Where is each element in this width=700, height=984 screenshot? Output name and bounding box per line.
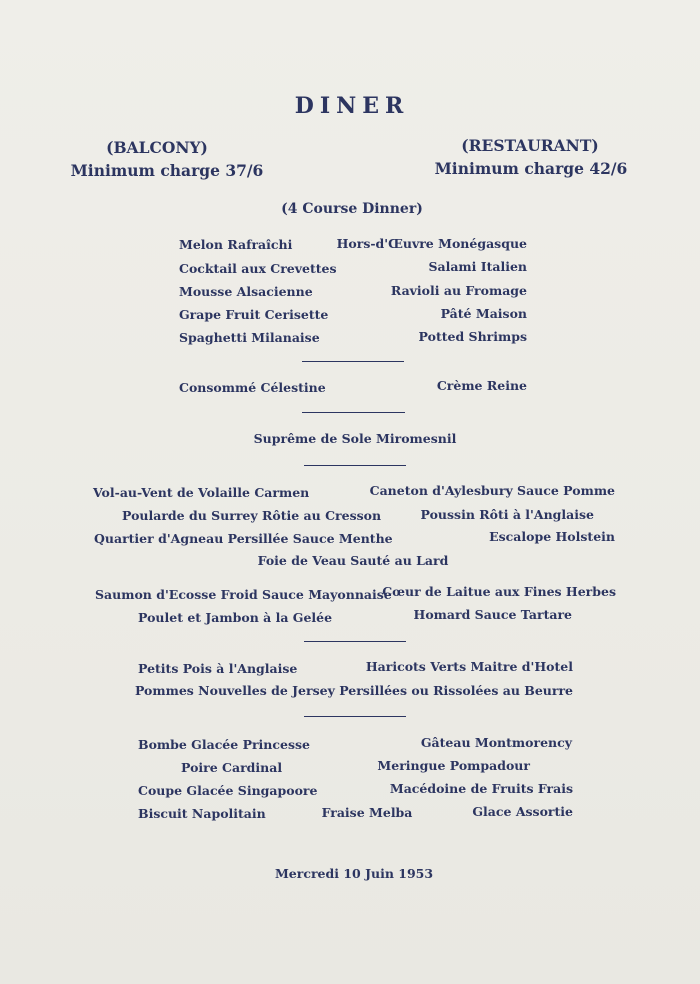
cold-item: Saumon d'Ecosse Froid Sauce Mayonnaise	[95, 587, 392, 602]
dessert-item: Meringue Pompadour	[377, 758, 530, 773]
starter-item: Mousse Alsacienne	[179, 284, 313, 299]
section-divider	[304, 641, 406, 642]
main-item: Quartier d'Agneau Persillée Sauce Menthe	[94, 531, 393, 546]
dessert-item: Bombe Glacée Princesse	[138, 737, 310, 752]
starter-item: Grape Fruit Cerisette	[179, 307, 329, 322]
starter-item: Pâté Maison	[440, 306, 527, 321]
cold-item: Poulet et Jambon à la Gelée	[138, 610, 333, 625]
starter-item: Ravioli au Fromage	[390, 283, 527, 298]
cold-item: Homard Sauce Tartare	[413, 607, 572, 622]
fish-item: Suprême de Sole Miromesnil	[253, 431, 457, 446]
section-divider	[304, 465, 406, 466]
menu-title: DINER	[294, 93, 410, 119]
balcony-label: (BALCONY)	[106, 138, 208, 157]
main-item: Vol-au-Vent de Volaille Carmen	[93, 485, 310, 500]
main-item: Poularde du Surrey Rôtie au Cresson	[122, 508, 382, 523]
cold-item: Cœur de Laitue aux Fines Herbes	[382, 584, 616, 599]
starter-item: Hors-d'Œuvre Monégasque	[336, 236, 527, 251]
dessert-item: Biscuit Napolitain	[138, 806, 266, 821]
restaurant-label: (RESTAURANT)	[461, 136, 599, 155]
starter-item: Salami Italien	[428, 259, 527, 274]
soup-item: Consommé Célestine	[179, 380, 326, 395]
dessert-item: Coupe Glacée Singapoore	[138, 783, 318, 798]
dessert-item: Fraise Melba	[321, 805, 413, 820]
section-divider	[302, 412, 405, 413]
starter-item: Cocktail aux Crevettes	[179, 261, 337, 276]
course-note: (4 Course Dinner)	[281, 201, 423, 217]
vegetable-item: Haricots Verts Maitre d'Hotel	[365, 659, 573, 674]
main-item: Caneton d'Aylesbury Sauce Pomme	[369, 483, 615, 498]
dessert-item: Gâteau Montmorency	[420, 735, 572, 750]
soup-item: Crème Reine	[436, 378, 527, 393]
vegetable-item: Pommes Nouvelles de Jersey Persillées ou Rissolées au Beurre	[134, 683, 574, 698]
dessert-item: Macédoine de Fruits Frais	[389, 781, 573, 796]
vegetable-item: Petits Pois à l'Anglaise	[138, 661, 298, 676]
section-divider	[304, 716, 406, 717]
section-divider	[302, 361, 404, 362]
starter-item: Melon Rafraîchi	[179, 237, 293, 252]
main-item: Foie de Veau Sauté au Lard	[257, 553, 449, 568]
restaurant-charge: Minimum charge 42/6	[434, 159, 628, 178]
starter-item: Spaghetti Milanaise	[179, 330, 320, 345]
starter-item: Potted Shrimps	[418, 329, 527, 344]
main-item: Poussin Rôti à l'Anglaise	[420, 507, 594, 522]
balcony-charge: Minimum charge 37/6	[70, 161, 264, 180]
dessert-item: Poire Cardinal	[181, 760, 283, 775]
dessert-item: Glace Assortie	[472, 804, 573, 819]
main-item: Escalope Holstein	[489, 529, 615, 544]
menu-date: Mercredi 10 Juin 1953	[274, 866, 434, 881]
